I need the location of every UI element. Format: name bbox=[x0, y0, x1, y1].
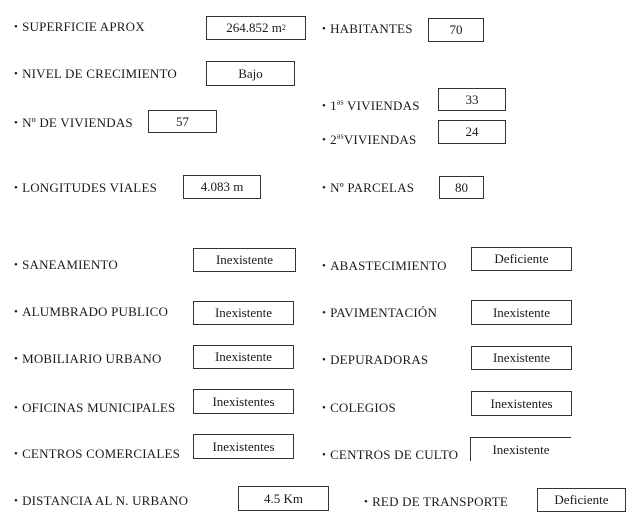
primeras-viviendas-label: • $1^{as}$ VIVIENDAS bbox=[322, 97, 420, 113]
viviendas-value: 57 bbox=[148, 110, 217, 133]
primeras-viviendas-value: 33 bbox=[438, 88, 506, 111]
nivel-label: • NIVEL DE CRECIMIENTO bbox=[14, 66, 177, 81]
nivel-value: Bajo bbox=[206, 61, 295, 86]
depuradoras-value: Inexistente bbox=[471, 346, 572, 370]
alumbrado-value: Inexistente bbox=[193, 301, 294, 325]
abastecimiento-label: • ABASTECIMIENTO bbox=[322, 258, 447, 273]
segundas-viviendas-value: 24 bbox=[438, 120, 506, 144]
oficinas-label: • OFICINAS MUNICIPALES bbox=[14, 400, 176, 415]
superficie-value: 264.852 m 2 bbox=[206, 16, 306, 40]
colegios-value: Inexistentes bbox=[471, 391, 572, 416]
parcelas-value: 80 bbox=[439, 176, 484, 199]
saneamiento-value: Inexistente bbox=[193, 248, 296, 272]
superficie-label: • SUPERFICIE APROX bbox=[14, 19, 145, 34]
longitudes-value: 4.083 m bbox=[183, 175, 261, 199]
pavimentacion-label: • PAVIMENTACIÓN bbox=[322, 305, 438, 320]
habitantes-value: 70 bbox=[428, 18, 484, 42]
saneamiento-label: • SANEAMIENTO bbox=[14, 257, 118, 272]
depuradoras-label: • DEPURADORAS bbox=[322, 352, 429, 367]
comerciales-label: • CENTROS COMERCIALES bbox=[14, 446, 181, 461]
distancia-value: 4.5 Km bbox=[238, 486, 329, 511]
mobiliario-value: Inexistente bbox=[193, 345, 294, 369]
distancia-label: • DISTANCIA AL N. URBANO bbox=[14, 493, 189, 508]
alumbrado-label: • ALUMBRADO PUBLICO bbox=[14, 304, 169, 319]
comerciales-value: Inexistentes bbox=[193, 434, 294, 459]
culto-value: Inexistente bbox=[470, 437, 571, 461]
transporte-label: • RED DE TRANSPORTE bbox=[364, 494, 509, 509]
longitudes-label: • LONGITUDES VIALES bbox=[14, 180, 158, 195]
colegios-label: • COLEGIOS bbox=[322, 400, 396, 415]
bullet: • bbox=[14, 21, 19, 33]
culto-label: • CENTROS DE CULTO bbox=[322, 447, 459, 462]
viviendas-label: • Nº DE VIVIENDAS bbox=[14, 115, 133, 130]
segundas-viviendas-label: • $2^{as}VIVIENDAS$ bbox=[322, 131, 417, 147]
abastecimiento-value: Deficiente bbox=[471, 247, 572, 271]
mobiliario-label: • MOBILIARIO URBANO bbox=[14, 351, 162, 366]
pavimentacion-value: Inexistente bbox=[471, 300, 572, 325]
parcelas-label: • Nº PARCELAS bbox=[322, 180, 415, 195]
oficinas-value: Inexistentes bbox=[193, 389, 294, 414]
habitantes-label: • HABITANTES bbox=[322, 21, 413, 36]
transporte-value: Deficiente bbox=[537, 488, 626, 512]
